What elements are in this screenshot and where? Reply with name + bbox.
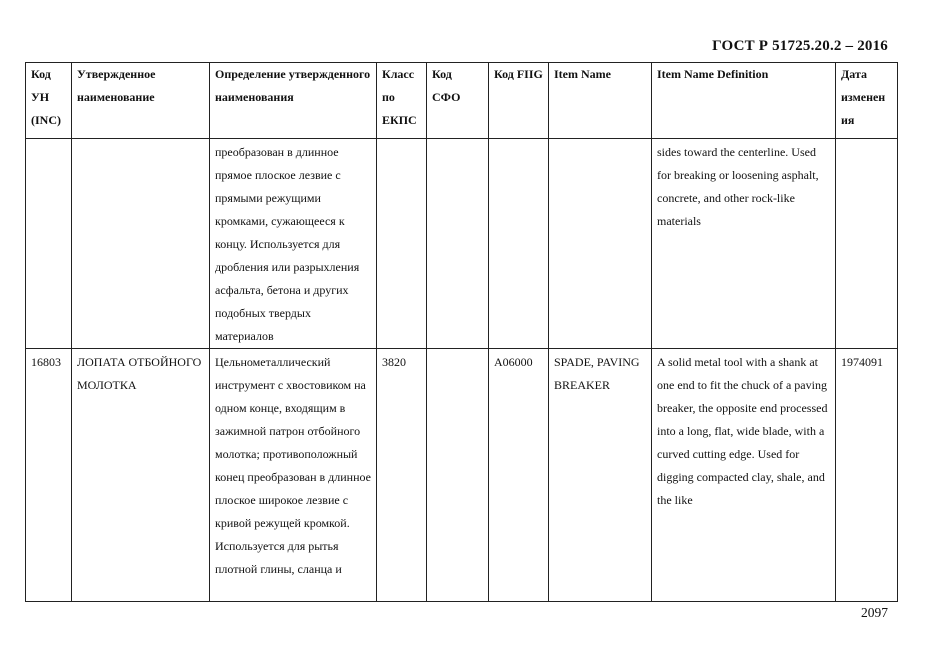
column-header-code-fiig: Код FIIG <box>489 63 549 139</box>
cell-definition-ru: Цельнометаллический инструмент с хвостовиком на одном конце, входящим в зажимной патрон отбойного молотка; противоположный конец преобразован в длинное плоское широкое лезвие с кривой режущей кромкой. Используется для рытья плотной глины, сланца и <box>210 349 377 602</box>
cell-code-sfo <box>427 349 489 602</box>
cell-change-date <box>836 139 898 349</box>
cell-item-name-definition: A solid metal tool with a shank at one end to fit the chuck of a paving breaker, the opposite end processed into a long, flat, wide blade, with a curved cutting edge. Used for digging compacted clay, shale, and the like <box>652 349 836 602</box>
cell-class-ekps <box>377 139 427 349</box>
cell-approved-name <box>72 139 210 349</box>
table-row <box>26 139 898 349</box>
column-header-definition: Определение утвержденного наименования <box>210 63 377 139</box>
cell-class-ekps: 3820 <box>377 349 427 602</box>
column-header-code-sfo: Код СФО <box>427 63 489 139</box>
column-header-item-name-definition: Item Name Definition <box>652 63 836 139</box>
column-header-class-ekps: Класс по ЕКПС <box>377 63 427 139</box>
table-row <box>26 349 898 602</box>
cell-inc <box>26 139 72 349</box>
cell-item-name <box>549 139 652 349</box>
cell-code-fiig <box>489 139 549 349</box>
cell-approved-name: ЛОПАТА ОТБОЙНОГО МОЛОТКА <box>72 349 210 602</box>
cell-definition-ru: преобразован в длинное прямое плоское лезвие с прямыми режущими кромками, сужающееся к концу. Используется для дробления или разрыхления асфальта, бетона и других подобных твердых материалов <box>210 139 377 349</box>
page-number: 2097 <box>861 605 888 620</box>
cell-item-name: SPADE, PAVING BREAKER <box>549 349 652 602</box>
column-header-change-date: Дата изменения <box>836 63 898 139</box>
column-header-approved-name: Утвержденное наименование <box>72 63 210 139</box>
cell-change-date: 1974091 <box>836 349 898 602</box>
cell-code-sfo <box>427 139 489 349</box>
cell-code-fiig: A06000 <box>489 349 549 602</box>
column-header-item-name: Item Name <box>549 63 652 139</box>
document-standard-title: ГОСТ Р 51725.20.2 – 2016 <box>712 38 888 54</box>
column-header-inc: Код УН (INC) <box>26 63 72 139</box>
table-header <box>26 63 898 139</box>
nomenclature-table <box>25 62 898 602</box>
cell-inc: 16803 <box>26 349 72 602</box>
cell-item-name-definition: sides toward the centerline. Used for breaking or loosening asphalt, concrete, and other rock-like materials <box>652 139 836 349</box>
